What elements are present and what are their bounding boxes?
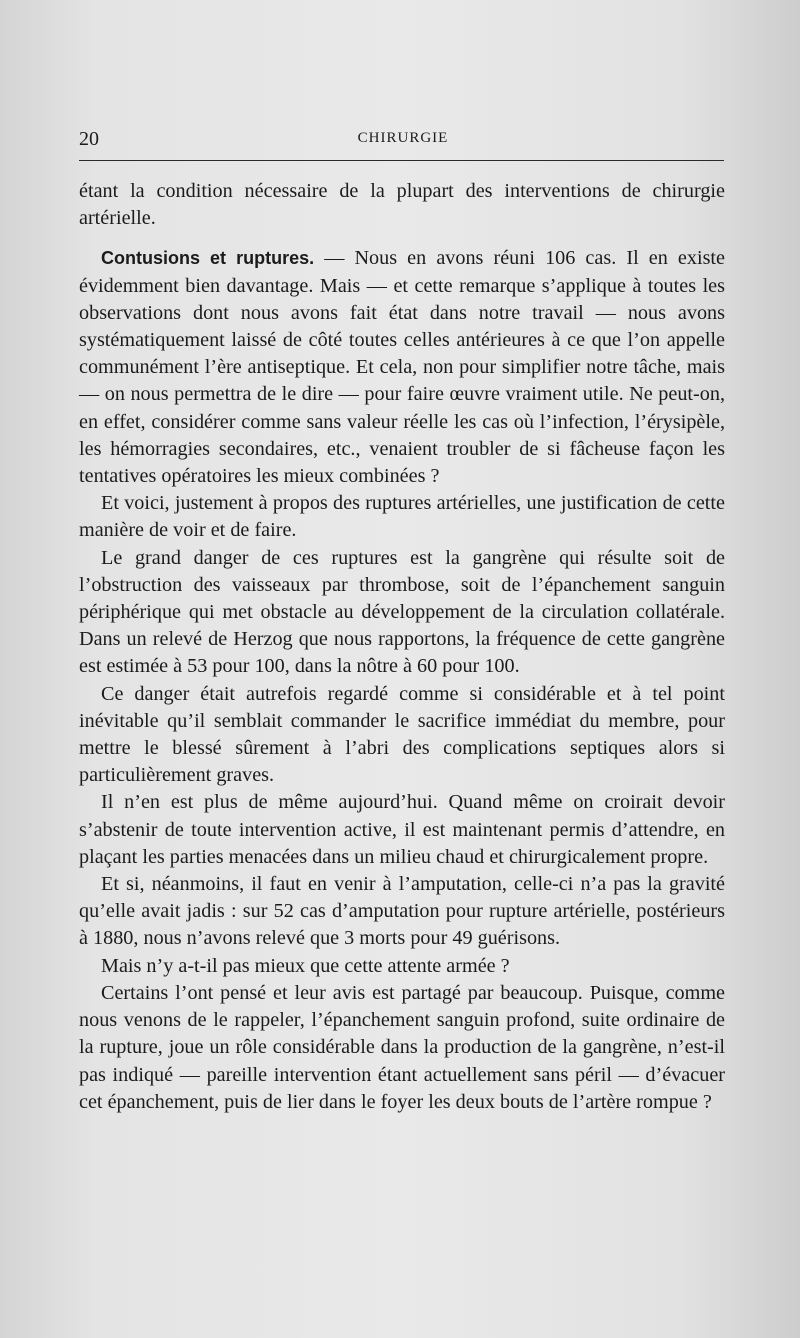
section-paragraph: [79, 245, 725, 490]
section-text: — Nous en avons réuni 106 cas. Il en existe évidemment bien davantage. Mais — et cette remarque s’applique à toutes les observations dont nous avons fait état dans notre travail — nous avons systématiquement laissé de côté toutes celles antérieures à ce que l’on appelle communément l’ère antiseptique. Et cela, non pour simplifier notre tâche, mais — on nous permettra de le dire — pour faire œuvre vraiment utile. Ne peut-on, en effet, considérer comme sans valeur réelle les cas où l’infection, l’érysipèle, les hémorragies secondaires, etc., venaient troubler de si fâcheuse façon les tentatives opératoires les mieux combinées ?: [79, 247, 725, 488]
intro-paragraph: étant la condition nécessaire de la plupart des interventions de chirurgie artérielle.: [79, 180, 725, 230]
paragraph: Mais n’y a-t-il pas mieux que cette attente armée ?: [101, 954, 510, 977]
body-text: [79, 178, 725, 1116]
paragraph: Ce danger était autrefois regardé comme si considérable et à tel point inévitable qu’il semblait commander le sacrifice immédiat du membre, pour mettre le blessé sûrement à l’abri des complications septiques alors si particulièrement graves.: [79, 682, 725, 787]
paragraph: Certains l’ont pensé et leur avis est partagé par beaucoup. Puisque, comme nous venons de le rappeler, l’épanchement sanguin profond, suite ordinaire de la rupture, joue un rôle considérable dans la production de la gangrène, n’est-il pas indiqué — pareille intervention étant actuellement sans péril — d’évacuer cet épanchement, puis de lier dans le foyer les deux bouts de l’artère rompue ?: [79, 981, 725, 1113]
paragraph: Et si, néanmoins, il faut en venir à l’amputation, celle-ci n’a pas la gravité qu’elle avait jadis : sur 52 cas d’amputation pour rupture artérielle, postérieurs à 1880, nous n’avons relevé que 3 morts pour 49 guérisons.: [79, 873, 725, 950]
header-rule: [79, 160, 724, 161]
page-number: 20: [79, 128, 99, 150]
paragraph: Et voici, justement à propos des ruptures artérielles, une justification de cette manière de voir et de faire.: [79, 492, 725, 542]
section-heading: Contusions et ruptures.: [101, 248, 315, 269]
paragraph: Le grand danger de ces ruptures est la gangrène qui résulte soit de l’obstruction des vaisseaux par thrombose, soit de l’épanchement sanguin périphérique qui met obstacle au développement de la circulation collatérale. Dans un relevé de Herzog que nous rapportons, la fréquence de cette gangrène est estimée à 53 pour 100, dans la nôtre à 60 pour 100.: [79, 546, 725, 678]
paragraph: Il n’en est plus de même aujourd’hui. Quand même on croirait devoir s’abstenir de toute intervention active, il est maintenant permis d’attendre, en plaçant les parties menacées dans un milieu chaud et chirurgicalement propre.: [79, 791, 725, 868]
page-header: [79, 128, 727, 154]
running-title: CHIRURGIE: [357, 130, 449, 146]
